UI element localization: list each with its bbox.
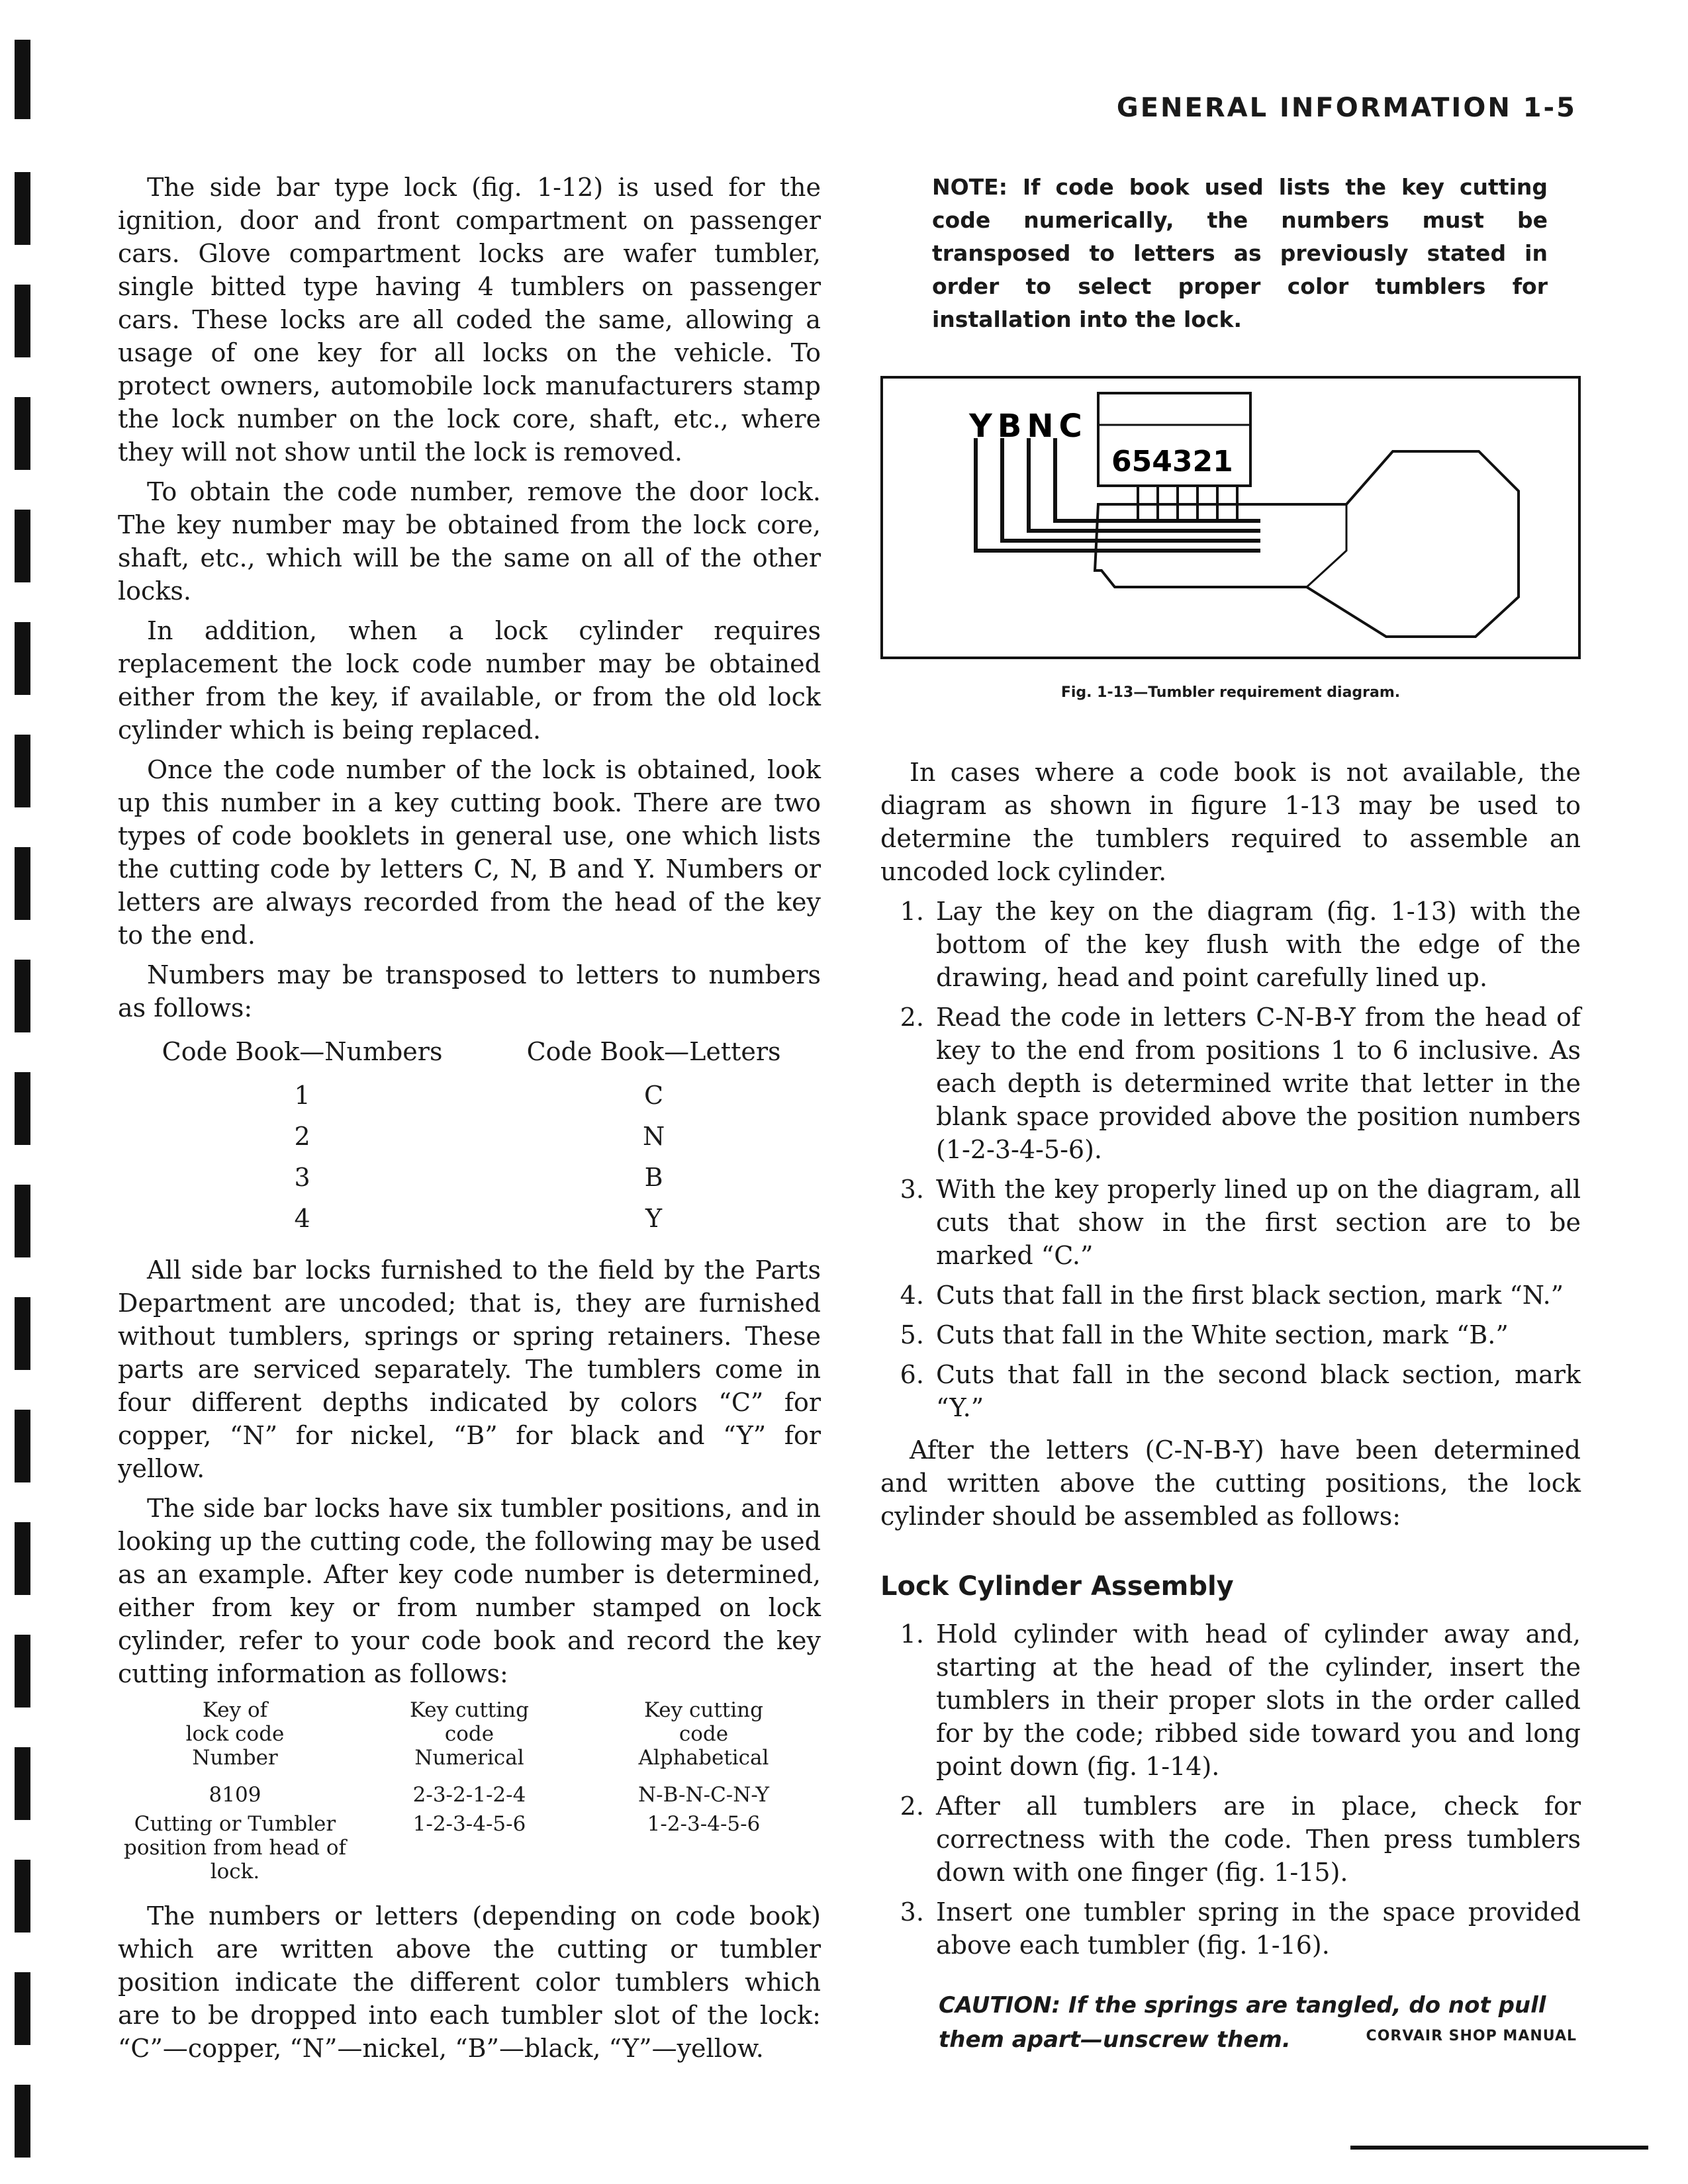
- table-cell: N: [642, 1122, 665, 1151]
- header-line: Number: [192, 1746, 278, 1770]
- assembly-steps-list: [880, 1617, 1581, 1962]
- paragraph: In cases where a code book is not available, the diagram as shown in figure 1-13 may be used to determine the tumblers required to assemble an uncoded lock cylinder.: [880, 758, 1581, 886]
- table-cell: Cutting or Tumbler position from head of lock.: [123, 1812, 347, 1884]
- binding-bar: [15, 2085, 30, 2158]
- table-header: Code Book—Numbers: [162, 1037, 443, 1066]
- header-line: Key cutting: [643, 1698, 763, 1722]
- table-cell: 1-2-3-4-5-6: [647, 1812, 761, 1836]
- code-conversion-table: [118, 1035, 821, 1239]
- binding-bar: [15, 172, 30, 245]
- page-footer: CORVAIR SHOP MANUAL: [1366, 2028, 1577, 2044]
- list-item: 4. Cuts that fall in the first black section, mark “N.”: [932, 1279, 1581, 1312]
- binding-bar: [15, 847, 30, 920]
- binding-bar: [15, 960, 30, 1032]
- paragraph: After the letters (C-N-B-Y) have been determined and written above the cutting positions, the lock cylinder should be assembled as follows:: [880, 1435, 1581, 1531]
- table-row: [118, 1812, 821, 1889]
- key-outline: [1095, 451, 1519, 637]
- list-item: 1. Hold cylinder with head of cylinder away and, starting at the head of the cylinder, insert the tumblers in their proper slots in the order called for by the code; ribbed side toward you and long point down (fig. 1-14).: [932, 1617, 1581, 1783]
- footer-rule: [1350, 2146, 1648, 2150]
- table-cell: C: [644, 1081, 664, 1110]
- table-cell: 2: [294, 1122, 310, 1151]
- table-row: [118, 1075, 821, 1116]
- table-row: [118, 1198, 821, 1239]
- table-header: [352, 1698, 586, 1783]
- binding-bar: [15, 285, 30, 357]
- table-cell: Y: [645, 1204, 663, 1233]
- list-item: 6. Cuts that fall in the second black section, mark “Y.”: [932, 1358, 1581, 1424]
- binding-bar: [15, 1297, 30, 1370]
- binding-bar: [15, 1635, 30, 1707]
- header-line: Alphabetical: [638, 1746, 769, 1770]
- table-cell: 4: [294, 1204, 310, 1233]
- table-cell: N-B-N-C-N-Y: [638, 1783, 769, 1807]
- binding-bar: [15, 1972, 30, 2045]
- header-line: Key cutting: [409, 1698, 529, 1722]
- binding-bar: [15, 1410, 30, 1482]
- paragraph: All side bar locks furnished to the field by the Parts Department are uncoded; that is, they are furnished without tumblers, springs or spring retainers. These parts are serviced separately. The tumblers come in four different depths indicated by colors “C” for copper, “N” for nickel, “B” for black and “Y” for yellow.: [118, 1255, 821, 1483]
- table-row: [118, 1116, 821, 1157]
- binding-bar: [15, 1185, 30, 1257]
- note: NOTE: If code book used lists the key cutting code numerically, the numbers must be transposed to letters as previously stated in order to select proper color tumblers for installation into the lock.: [932, 174, 1548, 332]
- paragraph: The numbers or letters (depending on code book) which are written above the cutting or tumbler position indicate the different color tumblers which are to be dropped into each tumbler slot of the lock: “C”—copper, “N”—nickel, “B”—black, “Y”—yellow.: [118, 1901, 821, 2063]
- paragraph: Once the code number of the lock is obtained, look up this number in a key cutting book. There are two types of code booklets in general use, one which lists the cutting code by letters C, N, B and Y. Numbers or letters are always recorded from the head of the key to the end.: [118, 755, 821, 950]
- table-cell: 1-2-3-4-5-6: [412, 1812, 526, 1836]
- diagram-steps-list: [880, 895, 1581, 1424]
- binding-bar: [15, 735, 30, 807]
- header-line: Numerical: [414, 1746, 524, 1770]
- list-item: 3. Insert one tumbler spring in the space provided above each tumbler (fig. 1-16).: [932, 1895, 1581, 1962]
- left-column: [118, 171, 821, 2071]
- binding-bar: [15, 622, 30, 695]
- table-cell: 1: [294, 1081, 310, 1110]
- table-row: [118, 1157, 821, 1198]
- paragraph: The side bar locks have six tumbler positions, and in looking up the cutting code, the following may be used as an example. After key code number is determined, either from key or from number stamped on lock cylinder, refer to your code book and record the key cutting information as follows:: [118, 1494, 821, 1688]
- binding-bar: [15, 397, 30, 470]
- list-item: 2. Read the code in letters C-N-B-Y from the head of key to the end from positions 1 to 6 inclusive. As each depth is determined write that letter in the blank space provided above the position numbers (1-2-3-4-5-6).: [932, 1001, 1581, 1166]
- list-item: 2. After all tumblers are in place, check for correctness with the code. Then press tumblers down with one finger (fig. 1-15).: [932, 1790, 1581, 1889]
- header-line: code: [679, 1722, 729, 1746]
- caution-note: CAUTION: If the springs are tangled, do not pull them apart—unscrew them.: [939, 1992, 1546, 2053]
- binding-bar: [15, 40, 30, 119]
- list-item: 3. With the key properly lined up on the diagram, all cuts that show in the first section are to be marked “C.”: [932, 1173, 1581, 1272]
- header-line: code: [444, 1722, 494, 1746]
- binding-bar: [15, 510, 30, 582]
- paragraph: The side bar type lock (fig. 1-12) is used for the ignition, door and front compartment on passenger cars. Glove compartment locks are wafer tumbler, single bitted type having 4 tumblers on passenger cars. These locks are all coded the same, allowing a usage of one key for all locks on the vehicle. To protect owners, automobile lock manufacturers stamp the lock number on the lock core, shaft, etc., where they will not show until the lock is removed.: [118, 173, 821, 467]
- header-line: Key of: [202, 1698, 268, 1722]
- page-header: GENERAL INFORMATION 1-5: [1116, 93, 1577, 123]
- position-numbers: 654321: [1111, 445, 1233, 478]
- table-header: [586, 1698, 821, 1783]
- paragraph: In addition, when a lock cylinder requires replacement the lock code number may be obtained either from the key, if available, or from the old lock cylinder which is being replaced.: [118, 616, 821, 745]
- binding-bar: [15, 1072, 30, 1145]
- tumbler-diagram-drawing: [883, 379, 1578, 657]
- figure-caption: Fig. 1-13—Tumbler requirement diagram.: [1060, 684, 1401, 701]
- section-heading: Lock Cylinder Assembly: [880, 1571, 1234, 1602]
- key-shoulder: [1307, 504, 1346, 587]
- table-cell: 3: [294, 1163, 310, 1192]
- binding-bar: [15, 1747, 30, 1820]
- table-header: [118, 1698, 352, 1783]
- header-line: lock code: [185, 1722, 285, 1746]
- key-cutting-example-table: [118, 1698, 821, 1889]
- tumbler-diagram: [880, 376, 1581, 659]
- code-letters: YBNC: [969, 408, 1088, 445]
- paragraph: Numbers may be transposed to letters to numbers as follows:: [118, 960, 821, 1023]
- table-cell: 8109: [209, 1783, 261, 1807]
- paragraph: To obtain the code number, remove the door lock. The key number may be obtained from the lock core, shaft, etc., which will be the same on all of the other locks.: [118, 477, 821, 606]
- binding-bar: [15, 1860, 30, 1933]
- table-row: [118, 1783, 821, 1812]
- table-header: Code Book—Letters: [526, 1037, 781, 1066]
- right-column: [880, 171, 1581, 2057]
- list-item: 1. Lay the key on the diagram (fig. 1-13) with the bottom of the key flush with the edge of the drawing, head and point carefully lined up.: [932, 895, 1581, 994]
- table-cell: 2-3-2-1-2-4: [412, 1783, 526, 1807]
- table-cell: B: [644, 1163, 663, 1192]
- binding-bar: [15, 1522, 30, 1595]
- list-item: 5. Cuts that fall in the White section, mark “B.”: [932, 1318, 1581, 1351]
